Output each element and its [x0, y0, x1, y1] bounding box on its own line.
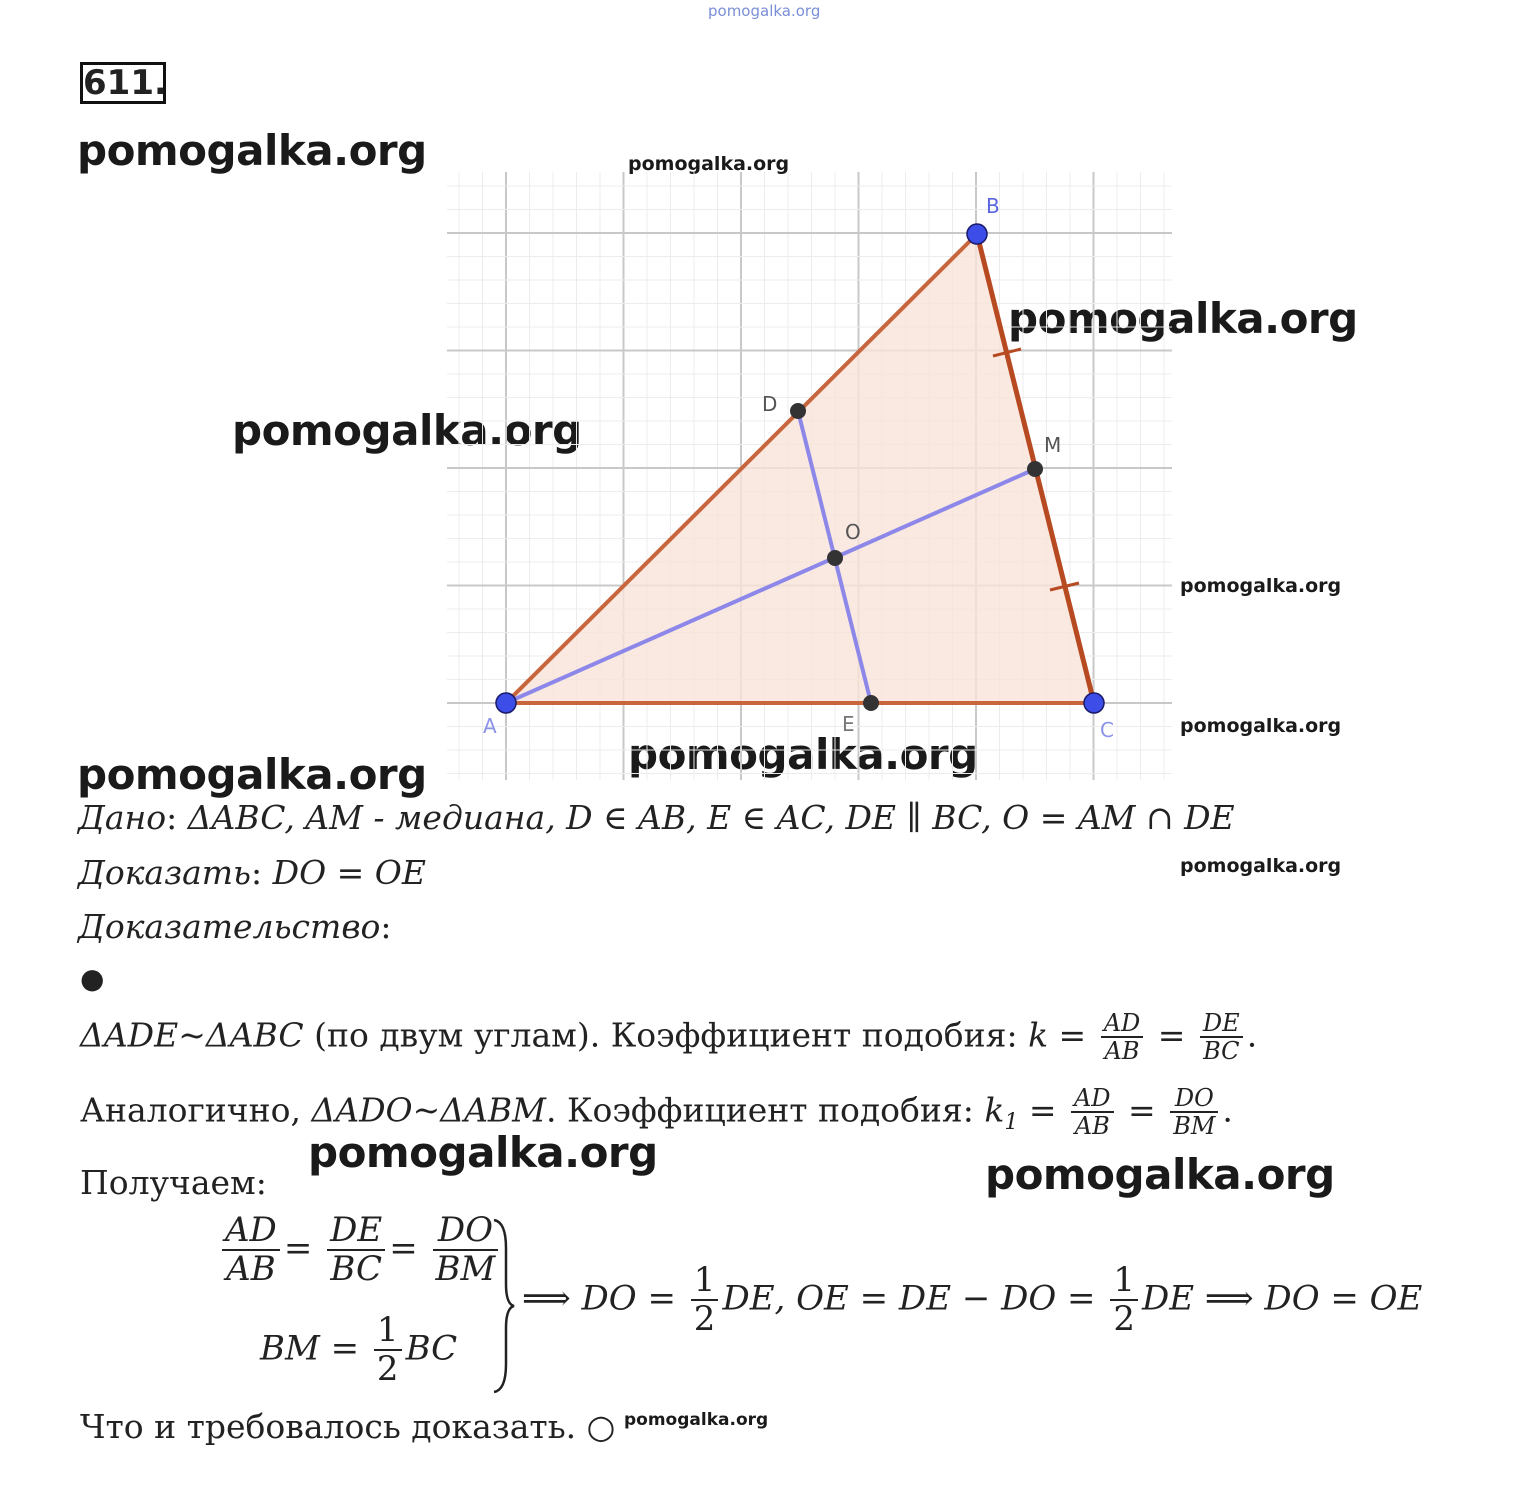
- label-a: A: [483, 714, 497, 738]
- line1-text: (по двум углам). Коэффициент подобия:: [303, 1015, 1029, 1055]
- label-b: B: [986, 194, 1000, 218]
- conclusion: [522, 1262, 1422, 1339]
- sys-bm: BM: [260, 1328, 320, 1369]
- watermark-10: pomogalka.org: [308, 1128, 658, 1177]
- concl-b: DE, OE = DE − DO =: [722, 1278, 1096, 1319]
- prove-label: Доказать: [78, 853, 252, 892]
- label-m: M: [1044, 433, 1062, 457]
- fraction-ad-ab: $\frac{AD}{AB}$: [1101, 1010, 1144, 1065]
- system-row-1: $\frac{AD}{AB}$ = $\frac{DE}{BC}$ = $\frac{DO}{BM}$: [218, 1212, 502, 1289]
- concl-a: ⟹ DO =: [522, 1278, 676, 1319]
- label-d: D: [762, 392, 778, 416]
- sim-ade-abc: ΔADE~ΔABC: [80, 1015, 304, 1055]
- similarity-line-2: Аналогично, ΔADO~ΔABM. Коэффициент подобия: $k_1$ = $\frac{AD}{AB}$ = $\frac{DO}{BM}$ .: [80, 1084, 1233, 1141]
- watermark-8: pomogalka.org: [77, 750, 427, 799]
- sys-bc: BC: [405, 1328, 458, 1369]
- proof-line: Доказательство:: [78, 907, 392, 946]
- right-brace: [488, 1218, 518, 1394]
- watermark-6: pomogalka.org: [1180, 715, 1342, 737]
- point-c: [1084, 693, 1104, 713]
- watermark-3: pomogalka.org: [1008, 294, 1358, 343]
- line2-prefix: Аналогично,: [80, 1090, 312, 1130]
- fraction-ad-ab-2: $\frac{AD}{AB}$: [1071, 1085, 1114, 1140]
- sys-frac-ad-ab: $\frac{AD}{AB}$: [222, 1212, 280, 1289]
- fraction-do-bm: $\frac{DO}{BM}$: [1170, 1085, 1218, 1140]
- problem-number: 611.: [80, 62, 166, 104]
- watermark-5: pomogalka.org: [1180, 575, 1342, 597]
- sim-ado-abm: ΔADO~ΔABM: [311, 1090, 546, 1130]
- point-m: [1027, 461, 1043, 477]
- proof-label: Доказательство: [78, 907, 381, 946]
- given-label: Дано: [78, 798, 167, 837]
- concl-half-2: $\frac{1}{2}$: [1110, 1262, 1138, 1339]
- watermark-11: pomogalka.org: [985, 1150, 1335, 1199]
- watermark-9: pomogalka.org: [1180, 855, 1342, 877]
- given-line: Дано: ΔABC, AM - медиана, D ∈ AB, E ∈ AC, DE ∥ BC, O = AM ∩ DE: [78, 798, 1235, 837]
- sys-frac-do-bm: $\frac{DO}{BM}$: [433, 1212, 499, 1289]
- label-o: O: [845, 520, 861, 544]
- concl-c: DE ⟹ DO = OE: [1142, 1278, 1423, 1319]
- point-a: [496, 693, 516, 713]
- watermark-12: pomogalka.org: [624, 1410, 769, 1430]
- prove-line: Доказать: DO = OE: [78, 853, 426, 892]
- label-c: C: [1100, 718, 1114, 742]
- concl-half-1: $\frac{1}{2}$: [691, 1262, 719, 1339]
- qed-line: Что и требовалось доказать. ○: [80, 1407, 616, 1446]
- given-text: ΔABC, AM - медиана, D ∈ AB, E ∈ AC, DE ∥ BC, O = AM ∩ DE: [187, 798, 1235, 837]
- system-row-2: BM = $\frac{1}{2}$ BC: [260, 1310, 458, 1390]
- point-e: [863, 695, 879, 711]
- sys-frac-de-bc: $\frac{DE}{BC}$: [327, 1212, 385, 1289]
- point-o: [827, 550, 843, 566]
- watermark-7: pomogalka.org: [628, 730, 978, 779]
- line2-text: . Коэффициент подобия:: [545, 1090, 985, 1130]
- point-d: [790, 403, 806, 419]
- point-b: [967, 224, 987, 244]
- k1-symbol: k: [984, 1090, 1005, 1130]
- sys-frac-half: $\frac{1}{2}$: [374, 1312, 402, 1389]
- obtain-line: Получаем:: [80, 1163, 267, 1202]
- bullet: ●: [80, 962, 105, 995]
- k-symbol: k: [1028, 1015, 1049, 1055]
- watermark-1: pomogalka.org: [77, 126, 427, 175]
- watermark-4: pomogalka.org: [232, 406, 582, 455]
- watermark-top: pomogalka.org: [708, 2, 821, 20]
- prove-text: DO = OE: [272, 853, 426, 892]
- watermark-2: pomogalka.org: [628, 153, 790, 175]
- fraction-de-bc: $\frac{DE}{BC}$: [1200, 1010, 1243, 1065]
- k1-subscript: 1: [1004, 1109, 1019, 1135]
- similarity-line-1: ΔADE~ΔABC (по двум углам). Коэффициент подобия: k = $\frac{AD}{AB}$ = $\frac{DE}{BC}$ .: [80, 1009, 1258, 1066]
- label-e: E: [842, 712, 855, 736]
